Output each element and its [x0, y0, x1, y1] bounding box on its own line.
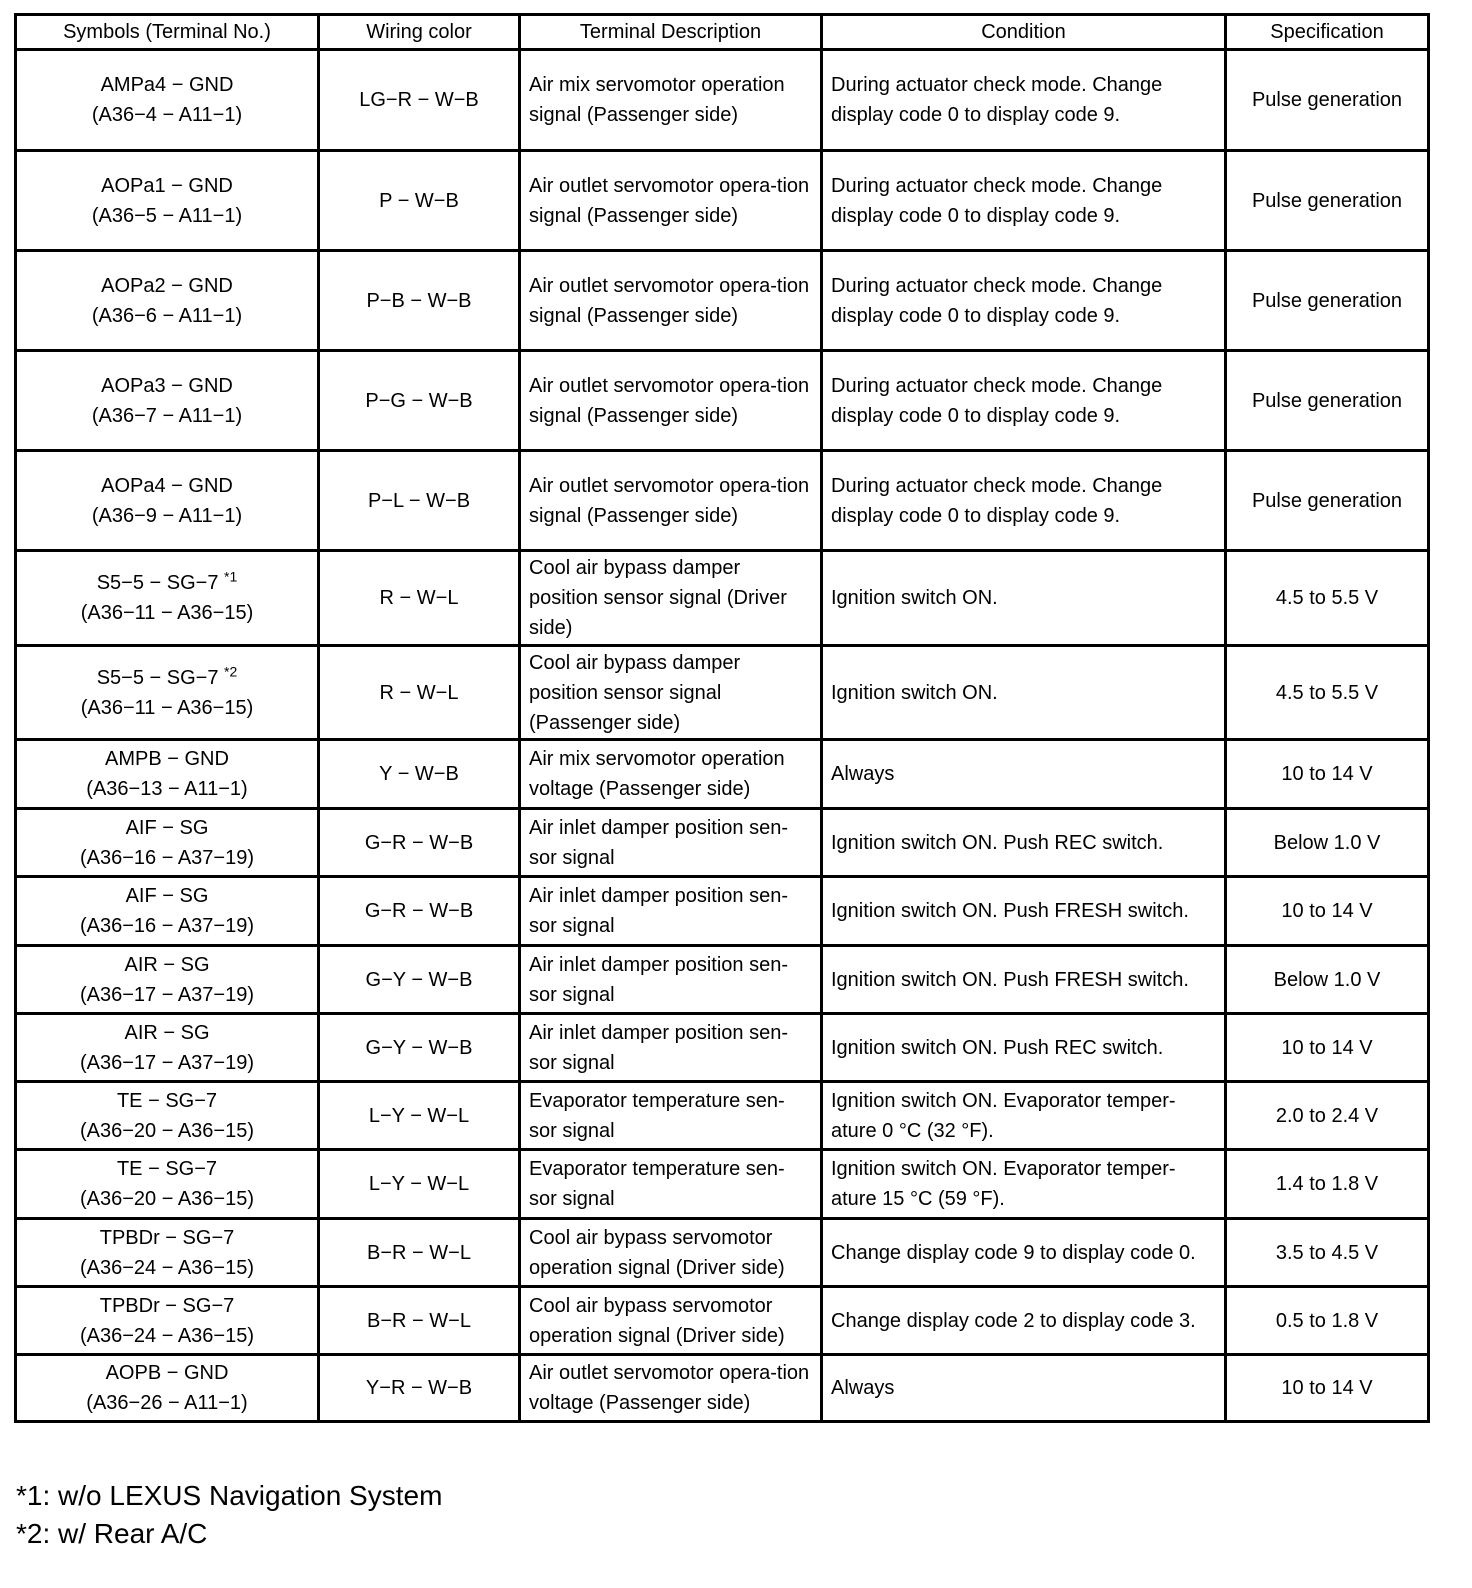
- terminal-no: (A36−24 − A36−15): [79, 1256, 255, 1279]
- symbol: TE − SG−7: [116, 1158, 218, 1180]
- table-row: [16, 809, 1429, 877]
- table-row: [16, 1355, 1429, 1422]
- terminal-description: Cool air bypass servomotor operation signal (Driver side): [520, 1219, 822, 1287]
- wiring-color: B−R − W−L: [319, 1219, 520, 1287]
- symbol-cell: [16, 551, 319, 646]
- symbol: AIF − SG: [125, 816, 209, 839]
- symbol: TE − SG−7: [116, 1089, 218, 1112]
- specification: 10 to 14 V: [1226, 1355, 1429, 1422]
- symbol: AOPa2 − GND: [101, 274, 233, 297]
- specification: 4.5 to 5.5 V: [1226, 646, 1429, 740]
- condition: During actuator check mode. Change display code 0 to display code 9.: [822, 451, 1226, 551]
- symbol: AMPB − GND: [105, 748, 229, 770]
- terminal-description: Air outlet servomotor opera-tion signal (Passenger side): [520, 351, 822, 451]
- condition: Always: [822, 740, 1226, 809]
- terminal-no: (A36−26 − A11−1): [86, 1392, 248, 1414]
- terminal-description: Air outlet servomotor opera-tion signal (Passenger side): [520, 451, 822, 551]
- table-row: [16, 1082, 1429, 1150]
- symbol-cell: [16, 151, 319, 251]
- footnote-1: *1: w/o LEXUS Navigation System: [16, 1480, 443, 1511]
- specification: Pulse generation: [1226, 50, 1429, 151]
- wiring-color: G−Y − W−B: [319, 946, 520, 1014]
- terminal-description: Air inlet damper position sen-sor signal: [520, 877, 822, 946]
- symbol: AOPa1 − GND: [101, 174, 233, 197]
- specification: 2.0 to 2.4 V: [1226, 1082, 1429, 1150]
- symbol: AOPB − GND: [105, 1362, 229, 1384]
- condition: Ignition switch ON.: [822, 646, 1226, 740]
- table-row: [16, 351, 1429, 451]
- condition: Ignition switch ON. Push FRESH switch.: [822, 877, 1226, 946]
- specification: Pulse generation: [1226, 351, 1429, 451]
- specification: Pulse generation: [1226, 451, 1429, 551]
- specification: 4.5 to 5.5 V: [1226, 551, 1429, 646]
- wiring-color: LG−R − W−B: [319, 50, 520, 151]
- symbol: AMPa4 − GND: [100, 74, 234, 96]
- condition: Ignition switch ON. Push FRESH switch.: [822, 946, 1226, 1014]
- symbol: TPBDr − SG−7: [99, 1294, 235, 1317]
- condition: Change display code 9 to display code 0.: [822, 1219, 1226, 1287]
- terminal-no: (A36−16 − A37−19): [79, 846, 255, 869]
- terminal-description: Air outlet servomotor opera-tion signal (Passenger side): [520, 251, 822, 351]
- wiring-color: P−B − W−B: [319, 251, 520, 351]
- symbol: AIF − SG: [125, 885, 209, 907]
- table-row: [16, 1014, 1429, 1082]
- table-row: [16, 551, 1429, 646]
- wiring-color: L−Y − W−L: [319, 1150, 520, 1219]
- symbol-cell: [16, 877, 319, 946]
- condition: Always: [822, 1355, 1226, 1422]
- table-row: [16, 151, 1429, 251]
- table-row: [16, 1219, 1429, 1287]
- wiring-color: B−R − W−L: [319, 1287, 520, 1355]
- wiring-color: Y−R − W−B: [319, 1355, 520, 1422]
- specification: Pulse generation: [1226, 151, 1429, 251]
- symbol-cell: [16, 1287, 319, 1355]
- table-row: [16, 646, 1429, 740]
- symbol: AIR − SG: [124, 1021, 210, 1044]
- header-condition: Condition: [822, 15, 1226, 50]
- wiring-color: Y − W−B: [319, 740, 520, 809]
- table-row: [16, 877, 1429, 946]
- condition: During actuator check mode. Change display code 0 to display code 9.: [822, 50, 1226, 151]
- terminal-no: (A36−24 − A36−15): [79, 1324, 255, 1347]
- wiring-color: G−Y − W−B: [319, 1014, 520, 1082]
- symbol-cell: [16, 50, 319, 151]
- terminal-description: Cool air bypass servomotor operation signal (Driver side): [520, 1287, 822, 1355]
- specification: 0.5 to 1.8 V: [1226, 1287, 1429, 1355]
- condition: During actuator check mode. Change display code 0 to display code 9.: [822, 251, 1226, 351]
- header-wiring-color: Wiring color: [319, 15, 520, 50]
- symbol-cell: [16, 646, 319, 740]
- symbol-cell: [16, 1150, 319, 1219]
- terminal-description: Air mix servomotor operation voltage (Passenger side): [520, 740, 822, 809]
- symbol: AOPa3 − GND: [101, 374, 233, 397]
- symbol-cell: [16, 451, 319, 551]
- table-row: [16, 50, 1429, 151]
- terminal-description: Air outlet servomotor opera-tion voltage (Passenger side): [520, 1355, 822, 1422]
- symbol: AOPa4 − GND: [101, 474, 233, 497]
- condition: Ignition switch ON. Evaporator temper-ature 15 °C (59 °F).: [822, 1150, 1226, 1219]
- terminal-no: (A36−11 − A36−15): [80, 696, 254, 719]
- wiring-color: R − W−L: [319, 646, 520, 740]
- wiring-color: P−L − W−B: [319, 451, 520, 551]
- terminal-no: (A36−5 − A11−1): [91, 204, 243, 227]
- footnote-ref: *2: [224, 662, 238, 679]
- symbol-cell: [16, 740, 319, 809]
- header-specification: Specification: [1226, 15, 1429, 50]
- symbol-cell: [16, 809, 319, 877]
- condition: Ignition switch ON. Push REC switch.: [822, 809, 1226, 877]
- wiring-color: R − W−L: [319, 551, 520, 646]
- symbol: S5−5 − SG−7: [96, 572, 219, 594]
- symbol: TPBDr − SG−7: [99, 1226, 235, 1249]
- terminal-description: Air inlet damper position sen-sor signal: [520, 946, 822, 1014]
- terminal-description: Evaporator temperature sen-sor signal: [520, 1082, 822, 1150]
- terminal-no: (A36−20 − A36−15): [79, 1119, 255, 1142]
- terminal-description: Air outlet servomotor opera-tion signal (Passenger side): [520, 151, 822, 251]
- table-row: [16, 946, 1429, 1014]
- condition: Change display code 2 to display code 3.: [822, 1287, 1226, 1355]
- condition: Ignition switch ON.: [822, 551, 1226, 646]
- condition: During actuator check mode. Change display code 0 to display code 9.: [822, 151, 1226, 251]
- terminal-no: (A36−7 − A11−1): [91, 404, 243, 427]
- table-row: [16, 451, 1429, 551]
- terminal-no: (A36−9 − A11−1): [91, 504, 243, 527]
- specification: 10 to 14 V: [1226, 740, 1429, 809]
- condition: During actuator check mode. Change display code 0 to display code 9.: [822, 351, 1226, 451]
- symbol-cell: [16, 1014, 319, 1082]
- terminal-description: Air mix servomotor operation signal (Passenger side): [520, 50, 822, 151]
- specification: Pulse generation: [1226, 251, 1429, 351]
- specification: Below 1.0 V: [1226, 946, 1429, 1014]
- wiring-color: L−Y − W−L: [319, 1082, 520, 1150]
- wiring-color: P−G − W−B: [319, 351, 520, 451]
- terminal-no: (A36−11 − A36−15): [80, 602, 254, 624]
- terminal-spec-table: [14, 13, 1430, 1423]
- terminal-no: (A36−16 − A37−19): [79, 915, 255, 937]
- wiring-color: P − W−B: [319, 151, 520, 251]
- footnote-ref: *1: [224, 568, 238, 585]
- symbol-cell: [16, 1082, 319, 1150]
- condition: Ignition switch ON. Evaporator temper-ature 0 °C (32 °F).: [822, 1082, 1226, 1150]
- table-header-row: [16, 15, 1429, 50]
- terminal-no: (A36−4 − A11−1): [91, 104, 243, 126]
- condition: Ignition switch ON. Push REC switch.: [822, 1014, 1226, 1082]
- header-symbols: Symbols (Terminal No.): [16, 15, 319, 50]
- symbol: AIR − SG: [124, 953, 210, 976]
- symbol: S5−5 − SG−7: [96, 666, 219, 689]
- terminal-description: Cool air bypass damper position sensor signal (Passenger side): [520, 646, 822, 740]
- symbol-cell: [16, 251, 319, 351]
- symbol-cell: [16, 1219, 319, 1287]
- terminal-no: (A36−6 − A11−1): [91, 304, 243, 327]
- terminal-description: Air inlet damper position sen-sor signal: [520, 809, 822, 877]
- footnote-2: *2: w/ Rear A/C: [16, 1518, 208, 1549]
- terminal-no: (A36−17 − A37−19): [79, 1051, 255, 1074]
- terminal-no: (A36−13 − A11−1): [86, 778, 248, 800]
- specification: 1.4 to 1.8 V: [1226, 1150, 1429, 1219]
- table-row: [16, 251, 1429, 351]
- terminal-description: Cool air bypass damper position sensor signal (Driver side): [520, 551, 822, 646]
- specification: 10 to 14 V: [1226, 1014, 1429, 1082]
- specification: 10 to 14 V: [1226, 877, 1429, 946]
- terminal-no: (A36−17 − A37−19): [79, 983, 255, 1006]
- wiring-color: G−R − W−B: [319, 877, 520, 946]
- specification: Below 1.0 V: [1226, 809, 1429, 877]
- terminal-description: Air inlet damper position sen-sor signal: [520, 1014, 822, 1082]
- symbol-cell: [16, 1355, 319, 1422]
- header-terminal-description: Terminal Description: [520, 15, 822, 50]
- symbol-cell: [16, 946, 319, 1014]
- table-row: [16, 1150, 1429, 1219]
- terminal-description: Evaporator temperature sen-sor signal: [520, 1150, 822, 1219]
- wiring-color: G−R − W−B: [319, 809, 520, 877]
- symbol-cell: [16, 351, 319, 451]
- table-row: [16, 740, 1429, 809]
- table-row: [16, 1287, 1429, 1355]
- specification: 3.5 to 4.5 V: [1226, 1219, 1429, 1287]
- terminal-no: (A36−20 − A36−15): [79, 1188, 255, 1210]
